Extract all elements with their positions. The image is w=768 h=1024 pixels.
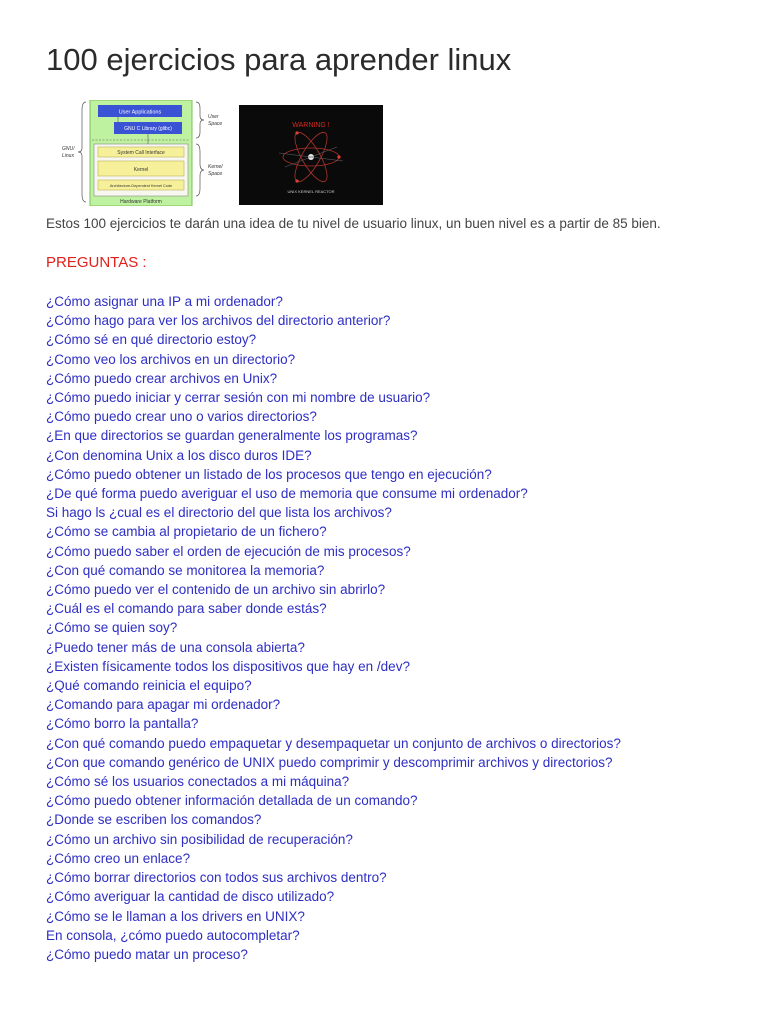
question-item[interactable]: ¿Qué comando reinicia el equipo?	[46, 678, 252, 694]
intro-paragraph: Estos 100 ejercicios te darán una idea de tu nivel de usuario linux, un buen nivel es a partir de 85 bien.	[46, 216, 661, 231]
user-space-label: User	[208, 114, 219, 120]
question-item[interactable]: ¿Cómo puedo crear archivos en Unix?	[46, 370, 278, 386]
kernel-reactor-warning-image	[239, 105, 383, 205]
question-item[interactable]: ¿De qué forma puedo averiguar el uso de memoria que consume mi ordenador?	[46, 486, 528, 502]
question-item[interactable]: ¿Cómo se quien soy?	[46, 620, 178, 636]
question-item[interactable]: ¿Cómo hago para ver los archivos del directorio anterior?	[46, 313, 391, 329]
question-item[interactable]: ¿Puedo tener más de una consola abierta?	[46, 639, 305, 655]
question-item[interactable]: ¿Existen físicamente todos los dispositivos que hay en /dev?	[46, 658, 410, 674]
question-item[interactable]: ¿Cuál es el comando para saber donde estás?	[46, 601, 327, 617]
question-item[interactable]: ¿Cómo borrar directorios con todos sus archivos dentro?	[46, 870, 387, 886]
question-item[interactable]: ¿Con qué comando se monitorea la memoria?	[46, 562, 325, 578]
question-item[interactable]: ¿Cómo creo un enlace?	[46, 850, 191, 866]
question-item[interactable]: ¿Con denomina Unix a los disco duros IDE?	[46, 447, 312, 463]
question-item[interactable]: ¿Cómo se le llaman a los drivers en UNIX?	[46, 908, 305, 924]
hardware-platform-label: Hardware Platform	[120, 199, 162, 205]
page-title: 100 ejercicios para aprender linux	[46, 42, 512, 77]
question-item[interactable]: ¿Cómo puedo matar un proceso?	[46, 946, 248, 962]
question-item[interactable]: ¿Cómo puedo saber el orden de ejecución de mis procesos?	[46, 543, 411, 559]
question-item[interactable]: ¿Comando para apagar mi ordenador?	[46, 697, 281, 713]
question-item[interactable]: ¿Cómo puedo obtener información detallada de un comando?	[46, 793, 418, 809]
question-item[interactable]: ¿Cómo asignar una IP a mi ordenador?	[46, 294, 283, 309]
warning-title: WARNING !	[292, 122, 330, 129]
system-call-interface-label: System Call Interface	[117, 150, 165, 156]
question-item[interactable]: ¿Cómo se cambia al propietario de un fichero?	[46, 524, 327, 540]
question-item[interactable]: ¿Cómo sé los usuarios conectados a mi máquina?	[46, 774, 350, 790]
question-item[interactable]: ¿Con que comando genérico de UNIX puedo comprimir y descomprimir archivos y directorios?	[46, 754, 613, 770]
user-applications-label: User Applications	[118, 109, 162, 116]
question-item[interactable]: ¿Cómo puedo ver el contenido de un archivo sin abrirlo?	[46, 582, 386, 598]
question-item[interactable]: ¿Cómo puedo iniciar y cerrar sesión con mi nombre de usuario?	[46, 390, 431, 406]
gnu-linux-label: GNU/	[62, 146, 75, 152]
kernel-label: Kernel	[133, 167, 149, 173]
gnu-c-library-label: GNU C Library (glibc)	[124, 126, 172, 132]
kernel-space-label: Kernel	[208, 164, 223, 170]
section-heading-preguntas: PREGUNTAS :	[46, 254, 147, 271]
question-item[interactable]: En consola, ¿cómo puedo autocompletar?	[46, 927, 300, 943]
question-item[interactable]: ¿Como veo los archivos en un directorio?	[46, 351, 296, 367]
svg-text:Space: Space	[208, 171, 223, 177]
arch-kernel-code-label: Architecture-Dependent Kernel Code	[109, 184, 173, 188]
question-item[interactable]: ¿Cómo un archivo sin posibilidad de recuperación?	[46, 831, 353, 847]
question-item[interactable]: ¿Cómo borro la pantalla?	[46, 716, 199, 732]
question-item[interactable]: ¿Cómo puedo obtener un listado de los procesos que tengo en ejecución?	[46, 466, 492, 482]
question-item[interactable]: ¿Cómo sé en qué directorio estoy?	[46, 332, 257, 348]
svg-text:Linux: Linux	[62, 153, 74, 159]
linux-architecture-diagram	[52, 100, 230, 206]
svg-text:Space: Space	[208, 121, 223, 127]
question-item[interactable]: ¿En que directorios se guardan generalmente los programas?	[46, 428, 418, 444]
warning-caption: UNIX KERNEL REACTOR	[287, 189, 335, 194]
figures-row	[52, 100, 392, 206]
question-item[interactable]: ¿Con qué comando puedo empaquetar y desempaquetar un conjunto de archivos o directorios?	[46, 735, 621, 751]
question-item[interactable]: ¿Cómo averiguar la cantidad de disco utilizado?	[46, 889, 335, 905]
questions-list	[46, 292, 621, 964]
question-item[interactable]: ¿Cómo puedo crear uno o varios directorios?	[46, 409, 317, 425]
question-item[interactable]: ¿Donde se escriben los comandos?	[46, 812, 262, 828]
question-item[interactable]: Si hago ls ¿cual es el directorio del que lista los archivos?	[46, 505, 392, 521]
